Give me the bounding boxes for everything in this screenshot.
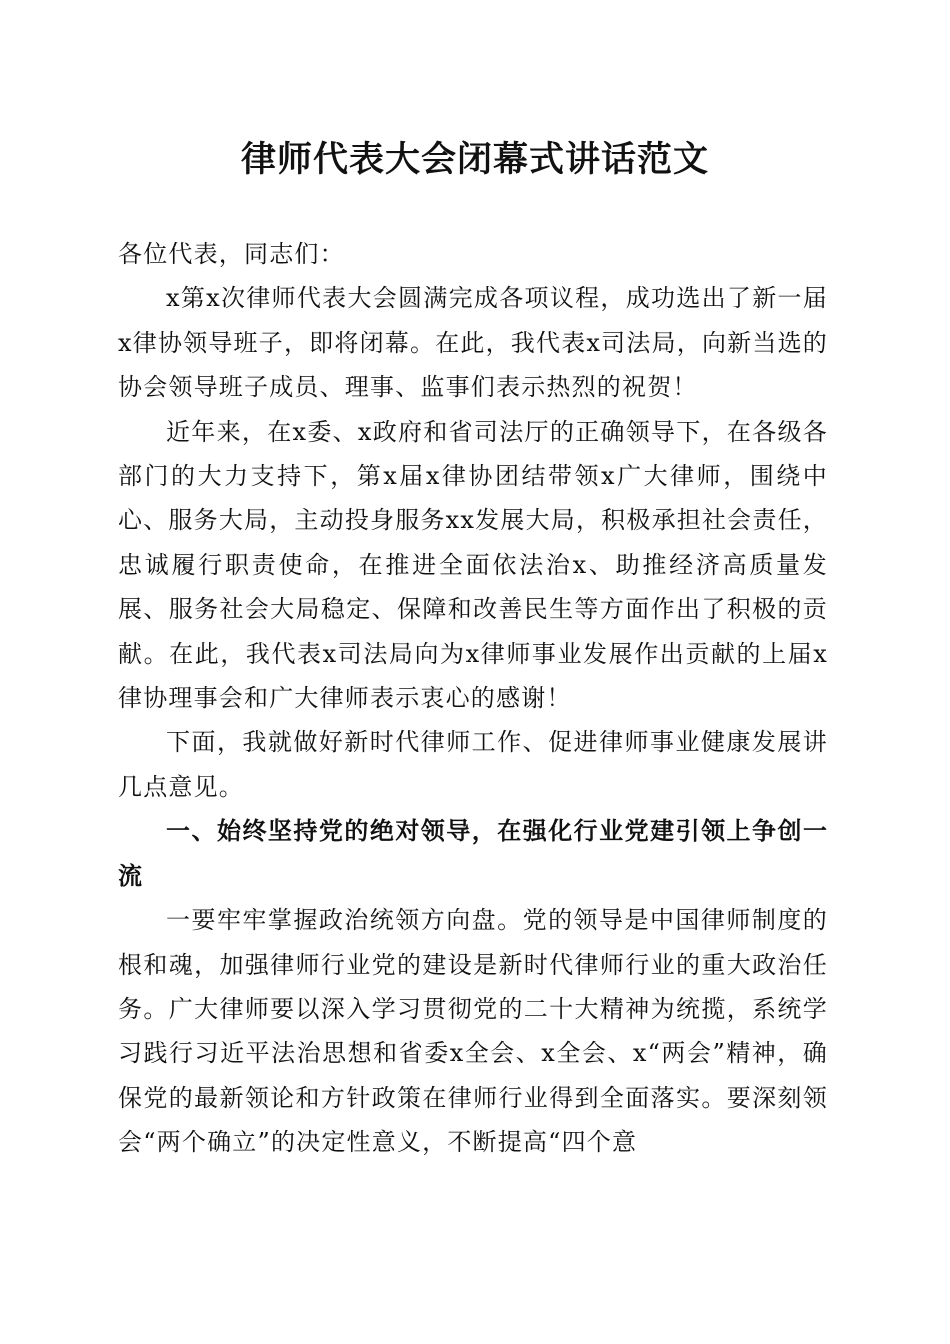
paragraph-intro-opinions: 下面，我就做好新时代律师工作、促进律师事业健康发展讲几点意见。 — [118, 728, 828, 801]
section-heading: 一、始终坚持党的绝对领导，在强化行业党建引领上争创一流 — [118, 817, 828, 890]
paragraph-congratulations: x第x次律师代表大会圆满完成各项议程，成功选出了新一届x律协领导班子，即将闭幕。在此，我代表x司法局，向新当选的协会领导班子成员、理事、监事们表示热烈的祝贺！ — [118, 284, 828, 402]
document-title: 律师代表大会闭幕式讲话范文 — [240, 139, 709, 180]
document-body — [118, 232, 828, 1165]
salutation: 各位代表，同志们： — [118, 240, 345, 268]
paragraph-party-leadership: 一要牢牢掌握政治统领方向盘。党的领导是中国律师制度的根和魂，加强律师行业党的建设是新时代律师行业的重大政治任务。广大律师要以深入学习贯彻党的二十大精神为统揽，系统学习践行习近平法治思想和省委x全会、x全会、x“两会”精神，确保党的最新领论和方针政策在律师行业得到全面落实。要深刻领会“两个确立”的决定性意义，不断提高“四个意 — [118, 906, 828, 1157]
paragraph-achievements: 近年来，在x委、x政府和省司法厅的正确领导下，在各级各部门的大力支持下，第x届x律协团结带领x广大律师，围绕中心、服务大局，主动投身服务xx发展大局，积极承担社会责任，忠诚履行职责使命，在推进全面依法治x、助推经济高质量发展、服务社会大局稳定、保障和改善民生等方面作出了积极的贡献。在此，我代表x司法局向为x律师事业发展作出贡献的上届x律协理事会和广大律师表示衷心的感谢！ — [118, 417, 828, 713]
